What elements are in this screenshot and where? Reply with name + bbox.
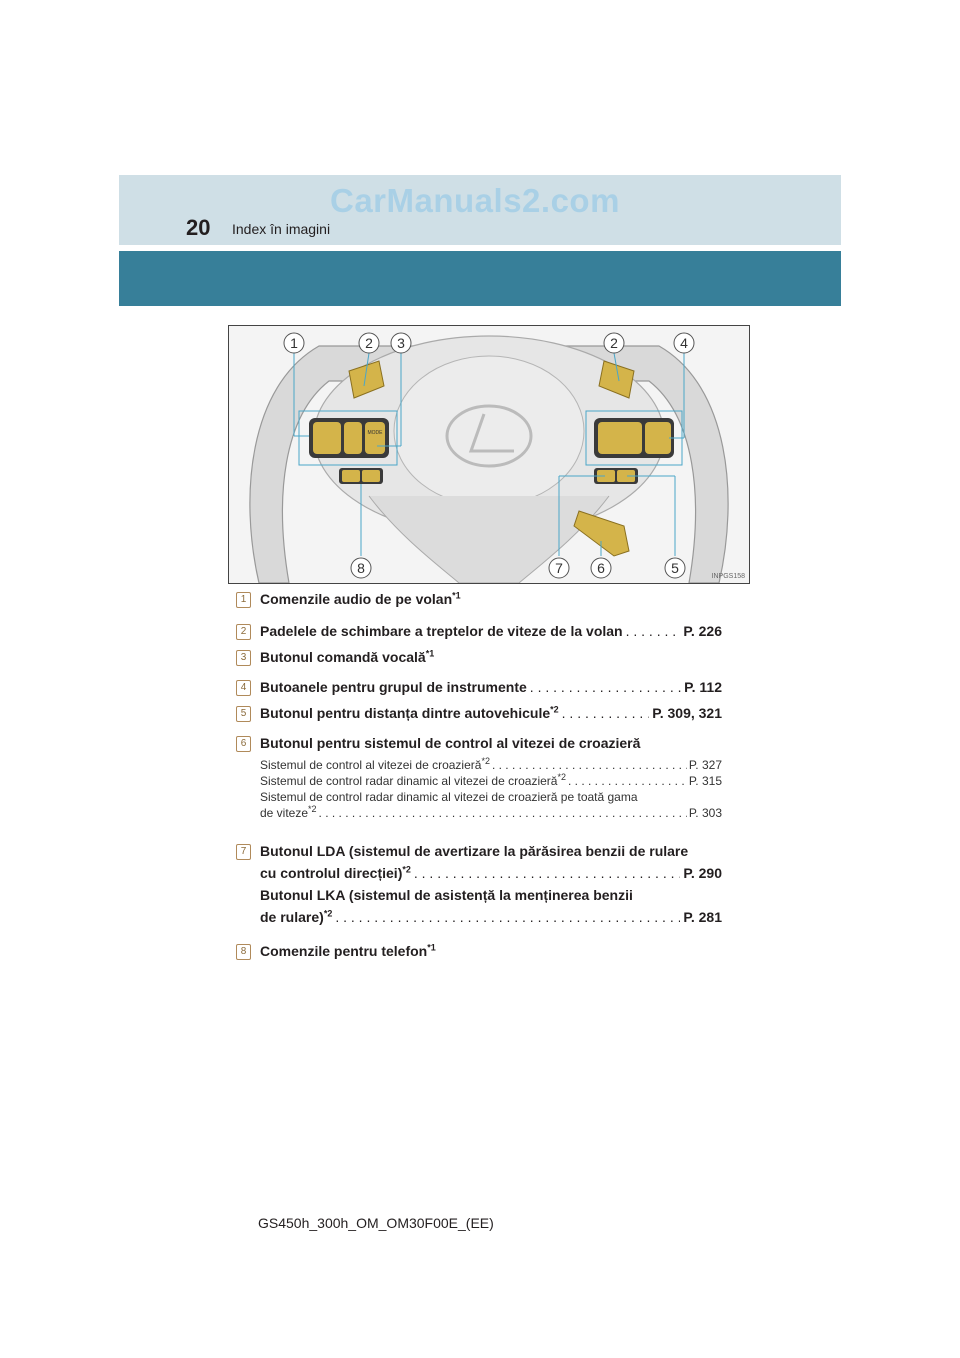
- svg-text:2: 2: [365, 335, 373, 351]
- page-reference[interactable]: P. 327: [688, 758, 722, 772]
- phone-answer-button: [342, 470, 360, 482]
- page-number: 20: [186, 215, 211, 240]
- meter-control-button: [598, 422, 642, 454]
- section-title: Index în imagini: [232, 221, 331, 237]
- callout-legend: [236, 588, 722, 966]
- legend-item-7: 7 Butonul LDA (sistemul de avertizare la părăsirea benzii de rulare cu controlul direcției)$^{*2}$ . . . P. 290 Butonul LKA (sistemul de asistență la menținerea benzii de rulare)$^{*2}$ . . . P. 281: [236, 840, 722, 940]
- callout-7: [549, 558, 569, 578]
- legend-number: 1: [236, 592, 251, 608]
- figure-code: INPGS158: [711, 573, 745, 580]
- svg-text:7: 7: [555, 560, 563, 576]
- audio-seek-button: [344, 422, 362, 454]
- watermark: CarManuals2.com: [330, 182, 620, 219]
- back-button: [645, 422, 671, 454]
- svg-text:6: 6: [597, 560, 605, 576]
- legend-number: 2: [236, 624, 251, 640]
- svg-text:1: 1: [290, 335, 298, 351]
- legend-text: Butonul pentru sistemul de control al vitezei de croazieră: [260, 735, 641, 751]
- legend-item-6: [236, 732, 722, 840]
- phone-hangup-button: [362, 470, 380, 482]
- sub-entry: de viteze$^{*2}$ . . . P. 303: [260, 805, 722, 821]
- callout-4: [674, 333, 694, 353]
- airbag-cover: [394, 356, 584, 506]
- page-reference[interactable]: P. 303: [688, 806, 722, 820]
- callout-6: [591, 558, 611, 578]
- legend-item-2: [236, 620, 722, 646]
- callout-3: [391, 333, 411, 353]
- mode-label: MODE: [367, 430, 383, 436]
- svg-text:5: 5: [671, 560, 679, 576]
- legend-number: 3: [236, 650, 251, 666]
- legend-number: 7: [236, 844, 251, 860]
- page-reference[interactable]: P. 281: [683, 909, 722, 925]
- section-band: [119, 251, 841, 306]
- legend-text: Padelele de schimbare a treptelor de viteze de la volan: [260, 623, 623, 639]
- legend-number: 6: [236, 736, 251, 752]
- legend-item-1: [236, 588, 722, 620]
- legend-text: Butonul comandă vocală$^{*1}$: [260, 648, 435, 665]
- legend-item-5: [236, 702, 722, 732]
- page-reference[interactable]: P. 315: [688, 774, 722, 788]
- legend-text: Comenzile audio de pe volan$^{*1}$: [260, 590, 461, 607]
- sub-entry: Sistemul de control radar dinamic al vitezei de croazieră$^{*2}$ . . . P. 315: [260, 773, 722, 789]
- callout-2-left: [359, 333, 379, 353]
- callout-1: [284, 333, 304, 353]
- sub-entry: Sistemul de control radar dinamic al vitezei de croazieră pe toată gama: [260, 790, 638, 804]
- footer-model-code: GS450h_300h_OM_OM30F00E_(EE): [258, 1215, 494, 1231]
- mode-voice-button: [365, 422, 385, 454]
- page-reference[interactable]: P. 226: [683, 623, 722, 639]
- svg-text:3: 3: [397, 335, 405, 351]
- legend-item-4: [236, 676, 722, 702]
- svg-text:2: 2: [610, 335, 618, 351]
- legend-item-3: [236, 646, 722, 676]
- callout-5: [665, 558, 685, 578]
- svg-text:4: 4: [680, 335, 688, 351]
- legend-number: 8: [236, 944, 251, 960]
- steering-wheel-figure: [228, 325, 750, 584]
- page-reference[interactable]: P. 112: [684, 679, 722, 695]
- legend-number: 4: [236, 680, 251, 696]
- legend-text: Butonul LDA (sistemul de avertizare la părăsirea benzii de rulare: [260, 843, 689, 859]
- lower-spoke: [369, 496, 609, 583]
- callout-8: [351, 558, 371, 578]
- legend-item-8: [236, 940, 722, 966]
- sub-entry: Sistemul de control al vitezei de croazieră$^{*2}$ . . . P. 327: [260, 757, 722, 773]
- steering-wheel-illustration: [229, 326, 749, 583]
- svg-text:8: 8: [357, 560, 365, 576]
- page-reference[interactable]: P. 290: [683, 865, 722, 881]
- page-reference[interactable]: P. 309, 321: [652, 705, 722, 721]
- legend-number: 5: [236, 706, 251, 722]
- callout-2-right: [604, 333, 624, 353]
- legend-text: Butonul pentru distanța dintre autovehicule$^{*2}$: [260, 704, 559, 721]
- audio-volume-button: [313, 422, 341, 454]
- legend-text: Comenzile pentru telefon$^{*1}$: [260, 942, 436, 959]
- legend-text: Butoanele pentru grupul de instrumente: [260, 679, 527, 695]
